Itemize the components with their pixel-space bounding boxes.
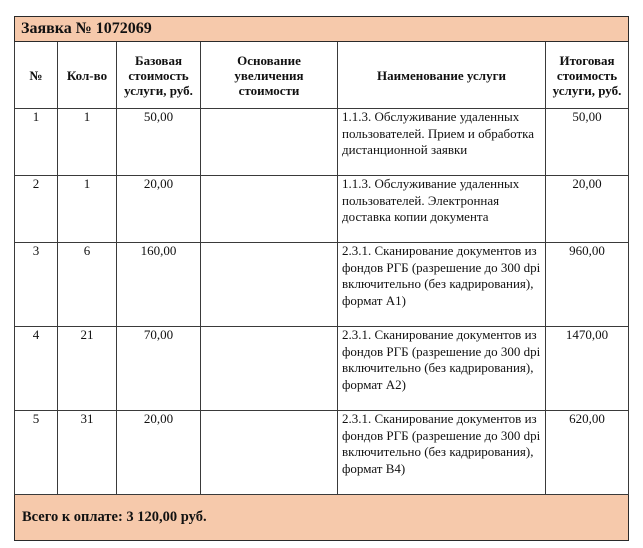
- cell-service-name: 1.1.3. Обслуживание удаленных пользователей. Прием и обработка дистанционной заявки: [338, 109, 546, 176]
- column-header-num: №: [15, 42, 58, 109]
- cell-base-price: 20,00: [117, 176, 201, 243]
- cell-qty: 21: [58, 327, 117, 411]
- cell-increase-reason: [201, 411, 338, 495]
- cell-service-name: 1.1.3. Обслуживание удаленных пользователей. Электронная доставка копии документа: [338, 176, 546, 243]
- table-row: [15, 243, 629, 327]
- table-row: [15, 411, 629, 495]
- column-header-base-price: Базовая стоимость услуги, руб.: [117, 42, 201, 109]
- cell-increase-reason: [201, 176, 338, 243]
- order-document: [14, 16, 628, 541]
- cell-total-price: 50,00: [546, 109, 629, 176]
- order-title: Заявка № 1072069: [15, 17, 629, 42]
- cell-num: 1: [15, 109, 58, 176]
- column-header-service-name: Наименование услуги: [338, 42, 546, 109]
- cell-qty: 6: [58, 243, 117, 327]
- cell-service-name: 2.3.1. Сканирование документов из фондов РГБ (разрешение до 300 dpi включительно (без кадрирования), формат В4): [338, 411, 546, 495]
- total-to-pay: Всего к оплате: 3 120,00 руб.: [15, 495, 629, 541]
- total-row: [15, 495, 629, 541]
- title-row: [15, 17, 629, 42]
- cell-base-price: 70,00: [117, 327, 201, 411]
- order-table: [14, 16, 629, 541]
- cell-total-price: 960,00: [546, 243, 629, 327]
- column-header-qty: Кол-во: [58, 42, 117, 109]
- column-header-total-price: Итоговая стоимость услуги, руб.: [546, 42, 629, 109]
- cell-increase-reason: [201, 243, 338, 327]
- table-row: [15, 327, 629, 411]
- column-header-increase-reason: Основание увеличения стоимости: [201, 42, 338, 109]
- cell-increase-reason: [201, 109, 338, 176]
- cell-num: 2: [15, 176, 58, 243]
- cell-total-price: 20,00: [546, 176, 629, 243]
- cell-base-price: 20,00: [117, 411, 201, 495]
- cell-qty: 1: [58, 109, 117, 176]
- table-row: [15, 109, 629, 176]
- cell-num: 4: [15, 327, 58, 411]
- cell-total-price: 1470,00: [546, 327, 629, 411]
- cell-qty: 1: [58, 176, 117, 243]
- table-row: [15, 176, 629, 243]
- cell-increase-reason: [201, 327, 338, 411]
- cell-service-name: 2.3.1. Сканирование документов из фондов РГБ (разрешение до 300 dpi включительно (без кадрирования), формат А2): [338, 327, 546, 411]
- cell-base-price: 50,00: [117, 109, 201, 176]
- cell-num: 3: [15, 243, 58, 327]
- cell-service-name: 2.3.1. Сканирование документов из фондов РГБ (разрешение до 300 dpi включительно (без кадрирования), формат А1): [338, 243, 546, 327]
- cell-base-price: 160,00: [117, 243, 201, 327]
- column-header-row: [15, 42, 629, 109]
- cell-total-price: 620,00: [546, 411, 629, 495]
- cell-qty: 31: [58, 411, 117, 495]
- cell-num: 5: [15, 411, 58, 495]
